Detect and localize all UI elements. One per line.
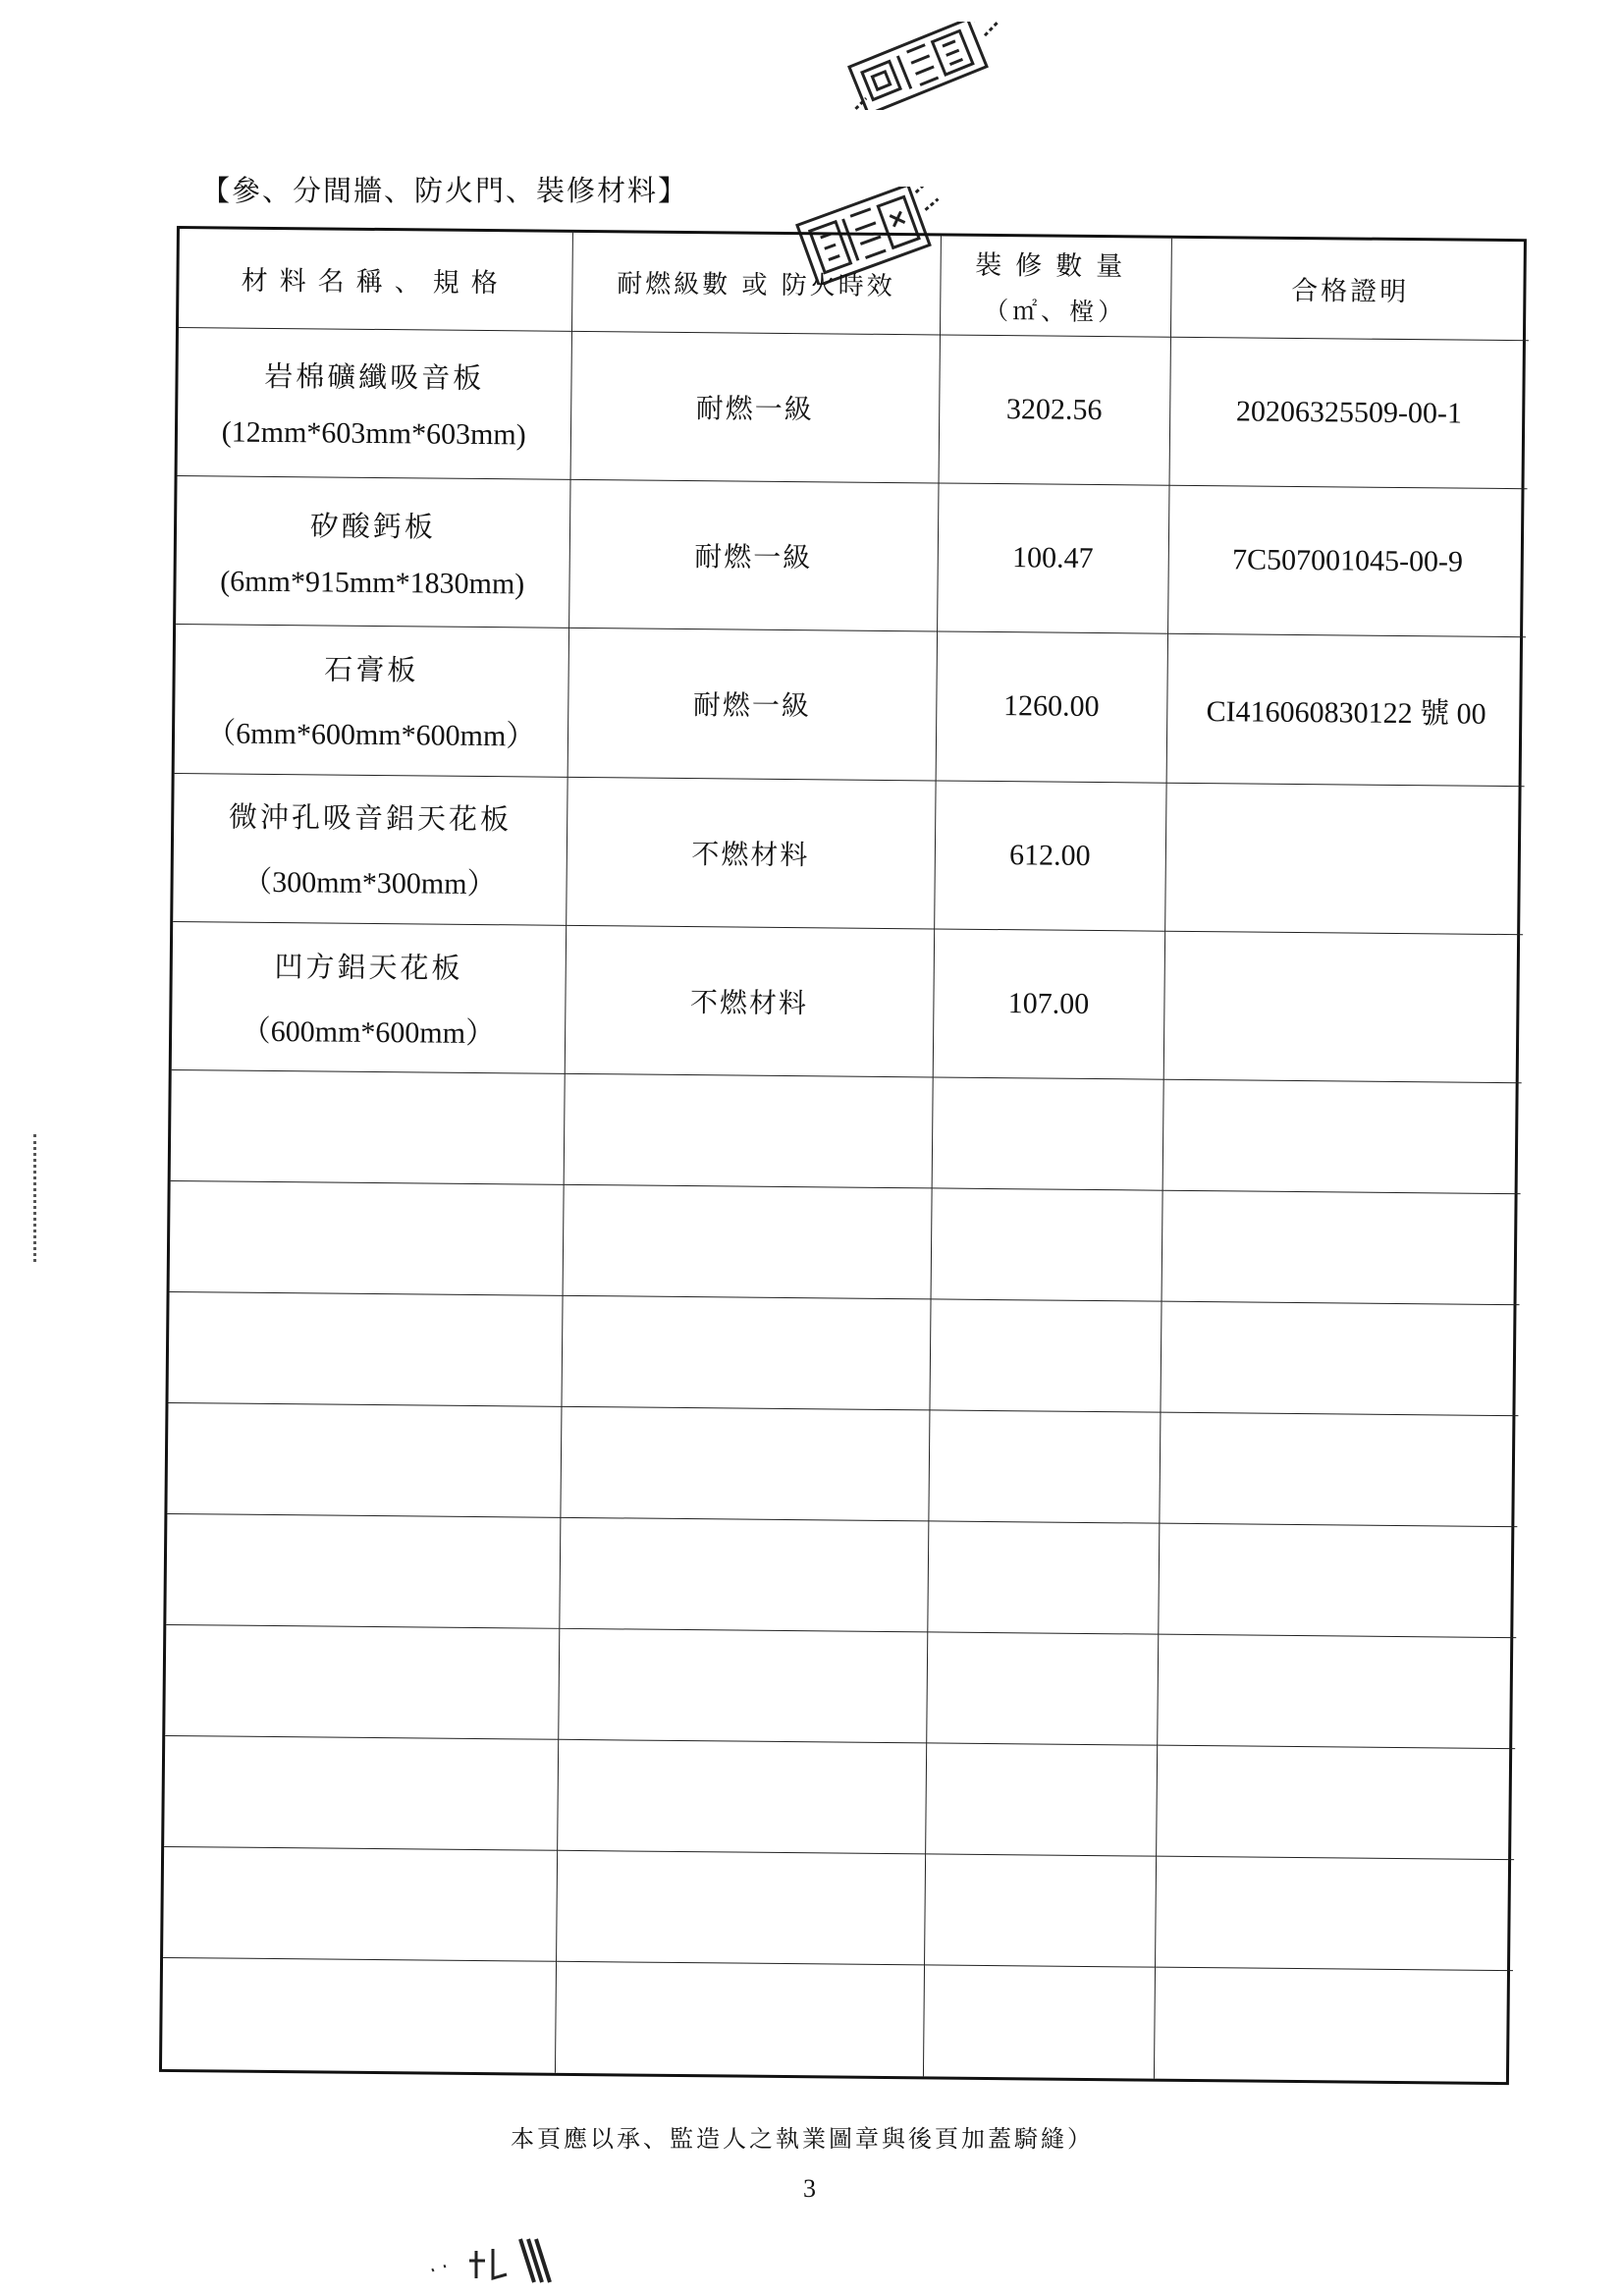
empty-cell	[164, 1736, 558, 1851]
header-material-name: 材料名稱、規格	[179, 229, 572, 331]
material-spec: (6mm*915mm*1830mm)	[220, 564, 525, 600]
material-name: 石膏板	[324, 652, 419, 687]
section-title: 【參、分間牆、防火門、裝修材料】	[201, 174, 689, 207]
material-name: 矽酸鈣板	[309, 508, 436, 544]
empty-table-row	[171, 1070, 1522, 1194]
empty-cell	[1159, 1413, 1518, 1528]
empty-table-row	[170, 1181, 1521, 1305]
seal-stamp-bottom	[422, 2231, 569, 2290]
empty-cell	[165, 1625, 559, 1740]
empty-cell	[929, 1299, 1161, 1412]
material-name: 凹方鋁天花板	[274, 949, 463, 985]
quantity-cell: 1260.00	[936, 631, 1167, 783]
certificate-cell: CI416060830122 號 00	[1166, 633, 1526, 786]
quantity-cell: 107.00	[933, 929, 1164, 1080]
empty-cell	[563, 1185, 932, 1300]
empty-table-row	[163, 1847, 1514, 1971]
empty-cell	[926, 1632, 1158, 1745]
table-row	[176, 475, 1527, 637]
empty-table-row	[168, 1292, 1519, 1416]
material-spec: （6mm*600mm*600mm）	[206, 717, 536, 753]
header-quantity-unit: （㎡、樘）	[984, 297, 1127, 327]
table-row	[172, 921, 1523, 1083]
empty-cell	[932, 1077, 1163, 1190]
empty-cell	[1158, 1524, 1517, 1639]
empty-cell	[1154, 1968, 1513, 2083]
material-name: 微沖孔吸音鋁天花板	[228, 799, 513, 837]
fire-rating-cell: 耐燃一級	[567, 629, 937, 781]
table-row	[173, 773, 1524, 935]
empty-cell	[924, 1854, 1156, 1967]
material-name: 岩棉礦纖吸音板	[264, 359, 485, 396]
empty-cell	[564, 1074, 933, 1189]
certificate-cell: 20206325509-00-1	[1169, 337, 1529, 489]
header-fire-rating: 耐燃級數 或 防火時效	[571, 233, 941, 335]
empty-cell	[167, 1403, 561, 1518]
empty-cell	[931, 1188, 1162, 1301]
empty-cell	[1162, 1079, 1522, 1194]
empty-cell	[561, 1296, 930, 1411]
fire-rating-cell: 不燃材料	[566, 777, 935, 929]
empty-table-row	[164, 1736, 1515, 1860]
material-spec: （300mm*300mm）	[243, 865, 497, 902]
quantity-cell: 100.47	[937, 483, 1168, 634]
empty-cell	[1155, 1857, 1514, 1972]
page-number: 3	[803, 2174, 816, 2203]
header-quantity	[940, 236, 1171, 336]
binding-marks	[33, 1134, 40, 1262]
certificate-cell	[1164, 783, 1524, 935]
empty-table-row	[167, 1403, 1518, 1527]
header-certificate: 合格證明	[1170, 239, 1530, 340]
table-row	[178, 327, 1529, 489]
empty-cell	[556, 1851, 925, 1966]
quantity-cell: 612.00	[934, 781, 1165, 932]
empty-cell	[1162, 1190, 1521, 1305]
empty-cell	[928, 1410, 1160, 1523]
materials-table	[159, 226, 1527, 2085]
empty-table-row	[166, 1514, 1517, 1638]
empty-cell	[168, 1292, 562, 1407]
material-spec: (12mm*603mm*603mm)	[221, 415, 526, 452]
table-row	[175, 625, 1526, 787]
empty-cell	[166, 1514, 560, 1629]
empty-cell	[170, 1181, 564, 1296]
material-cell	[172, 921, 566, 1073]
quantity-cell: 3202.56	[939, 334, 1170, 485]
empty-cell	[925, 1743, 1157, 1856]
empty-cell	[162, 1958, 556, 2073]
empty-cell	[927, 1521, 1159, 1634]
empty-cell	[559, 1518, 928, 1633]
material-cell	[173, 773, 567, 925]
header-quantity-label: 裝修數量	[974, 250, 1137, 283]
empty-cell	[1157, 1635, 1516, 1750]
fire-rating-cell: 耐燃一級	[568, 479, 938, 631]
fire-rating-cell: 不燃材料	[565, 925, 934, 1077]
empty-cell	[163, 1847, 557, 1962]
certificate-cell	[1163, 931, 1523, 1083]
empty-cell	[558, 1629, 927, 1744]
footer-note: 本頁應以承、監造人之執業圖章與後頁加蓋騎縫）	[511, 2125, 1094, 2153]
empty-cell	[1160, 1302, 1519, 1417]
empty-cell	[1156, 1746, 1515, 1861]
material-cell	[178, 327, 571, 479]
empty-table-row	[162, 1958, 1513, 2082]
material-spec: （600mm*600mm）	[241, 1014, 496, 1050]
material-cell	[175, 625, 568, 777]
empty-cell	[171, 1070, 565, 1185]
fire-rating-cell: 耐燃一級	[570, 331, 940, 483]
certificate-cell: 7C507001045-00-9	[1167, 485, 1527, 637]
empty-table-row	[165, 1625, 1516, 1749]
table-header-row	[179, 229, 1530, 340]
empty-cell	[557, 1740, 926, 1855]
material-cell	[176, 475, 569, 628]
empty-cell	[560, 1407, 929, 1522]
empty-cell	[923, 1965, 1155, 2078]
seal-stamp-top	[825, 22, 1021, 110]
empty-cell	[555, 1962, 924, 2077]
